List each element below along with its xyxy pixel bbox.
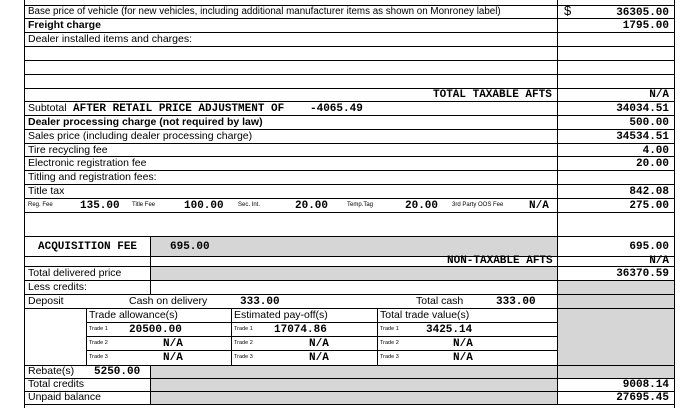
- total-cash-value: 333.00: [496, 296, 536, 308]
- trade-allowance: N/A: [163, 338, 183, 350]
- form-left-border: [24, 0, 25, 408]
- sec-int-label: Sec. Int.: [238, 202, 261, 208]
- rule: [24, 184, 675, 185]
- rule: [24, 60, 675, 61]
- rule: [24, 74, 675, 75]
- trade-payoff: N/A: [309, 352, 329, 364]
- trade-shade: [557, 308, 674, 365]
- rule: [24, 101, 675, 102]
- non-taxable-label: NON-TAXABLE AFTS: [447, 255, 553, 267]
- title-tax-label: Title tax: [28, 185, 65, 197]
- unpaid-shade: [150, 391, 557, 404]
- acquisition-amount: 695.00: [170, 241, 210, 253]
- acq-divider: [150, 236, 151, 294]
- rule: [24, 266, 675, 267]
- trade-payoff: N/A: [309, 338, 329, 350]
- trade-payoff: 17074.86: [274, 324, 327, 336]
- fees-total-value: 275.00: [629, 200, 669, 212]
- cod-value: 333.00: [240, 296, 280, 308]
- processing-value: 500.00: [629, 117, 669, 129]
- tire-value: 4.00: [642, 145, 669, 157]
- rule: [24, 294, 675, 295]
- acquisition-label: ACQUISITION FEE: [38, 241, 138, 253]
- trade-row-label: Trade 3: [380, 354, 399, 360]
- trade-payoff-header: Estimated pay-off(s): [234, 309, 328, 321]
- trade-row-label: Trade 1: [380, 326, 399, 332]
- price-adjustment: -4065.49: [310, 103, 363, 115]
- freight-value: 1795.00: [622, 20, 669, 32]
- processing-label: Dealer processing charge (not required by law): [28, 116, 263, 128]
- trade-row-label: Trade 2: [380, 340, 399, 346]
- rule: [24, 46, 675, 47]
- cod-label: Cash on delivery: [129, 295, 208, 307]
- reg-fee-value: 135.00: [80, 200, 120, 212]
- total-delivered-shade: [150, 266, 557, 280]
- total-credits-value: 9008.14: [622, 379, 669, 391]
- trade-row-label: Trade 1: [89, 326, 108, 332]
- trade-row-label: Trade 3: [234, 354, 253, 360]
- subtotal-label: Subtotal: [28, 102, 67, 114]
- total-taxable-value: N/A: [649, 89, 669, 101]
- form-right-border: [674, 0, 675, 408]
- rule: [86, 322, 557, 323]
- rule: [24, 198, 675, 199]
- less-credits-label: Less credits:: [28, 281, 87, 293]
- base-price-value: 36305.00: [616, 7, 669, 19]
- rule: [24, 256, 675, 257]
- trade-row-label: Trade 3: [89, 354, 108, 360]
- acquisition-value: 695.00: [629, 241, 669, 253]
- rule: [24, 404, 675, 405]
- title-fee-label: Title Fee: [132, 202, 156, 208]
- dealer-items-label: Dealer installed items and charges:: [28, 33, 193, 45]
- electronic-label: Electronic registration fee: [28, 157, 147, 169]
- temp-tag-label: Temp.Tag: [347, 202, 374, 208]
- reg-fee-label: Reg. Fee: [28, 202, 53, 208]
- deposit-shade: [557, 294, 674, 308]
- rule: [24, 143, 675, 144]
- unpaid-balance-label: Unpaid balance: [28, 391, 101, 403]
- rule: [24, 280, 675, 281]
- trade-allowance-header: Trade allowance(s): [89, 309, 178, 321]
- electronic-value: 20.00: [635, 158, 669, 170]
- rule: [24, 18, 675, 19]
- titling-label: Titling and registration fees:: [28, 171, 157, 183]
- trade-value-header: Total trade value(s): [380, 309, 470, 321]
- non-taxable-value: N/A: [649, 255, 669, 267]
- trade-value: 3425.14: [426, 324, 473, 336]
- rebate-label: Rebate(s): [28, 365, 75, 377]
- trade-allowance: 20500.00: [129, 324, 182, 336]
- credits-divider: [150, 365, 151, 405]
- rule: [24, 236, 675, 237]
- trade-row-label: Trade 2: [234, 340, 253, 346]
- tire-label: Tire recycling fee: [28, 144, 108, 156]
- rule: [24, 391, 675, 392]
- subtotal-typed: AFTER RETAIL PRICE ADJUSTMENT OF: [73, 103, 285, 115]
- base-price-label: Base price of vehicle (for new vehicles, including additional manufacturer items as shown on Monroney label): [28, 6, 501, 17]
- currency-symbol: $: [564, 3, 572, 18]
- rule: [86, 350, 557, 351]
- rebate-value: 5250.00: [94, 366, 141, 378]
- rule: [86, 336, 557, 337]
- sales-price-value: 34534.51: [616, 131, 669, 143]
- total-taxable-label: TOTAL TAXABLE AFTS: [433, 89, 552, 101]
- rule: [24, 212, 675, 213]
- freight-label: Freight charge: [28, 19, 101, 31]
- trade-value: N/A: [453, 352, 473, 364]
- trade-row-label: Trade 1: [234, 326, 253, 332]
- trade-row-label: Trade 2: [89, 340, 108, 346]
- deposit-label: Deposit: [28, 295, 64, 307]
- rebate-shade: [150, 365, 674, 378]
- sales-price-label: Sales price (including dealer processing charge): [28, 130, 253, 142]
- trade-allowance: N/A: [163, 352, 183, 364]
- trade-value: N/A: [453, 338, 473, 350]
- title-fee-value: 100.00: [184, 200, 224, 212]
- total-delivered-value: 36370.59: [616, 268, 669, 280]
- total-delivered-label: Total delivered price: [28, 267, 122, 279]
- rule: [24, 88, 675, 89]
- title-tax-value: 842.08: [629, 186, 669, 198]
- total-credits-shade: [150, 378, 557, 391]
- oos-fee-label: 3rd Party OOS Fee: [452, 202, 504, 208]
- temp-tag-value: 20.00: [405, 200, 439, 212]
- less-credits-shade: [557, 280, 674, 294]
- oos-fee-value: N/A: [529, 200, 549, 212]
- subtotal-value: 34034.51: [616, 103, 669, 115]
- rule: [24, 378, 675, 379]
- sec-int-value: 20.00: [295, 200, 329, 212]
- total-cash-label: Total cash: [416, 295, 464, 307]
- acq-shade: [150, 236, 557, 256]
- total-credits-label: Total credits: [28, 378, 85, 390]
- unpaid-balance-value: 27695.45: [616, 392, 669, 404]
